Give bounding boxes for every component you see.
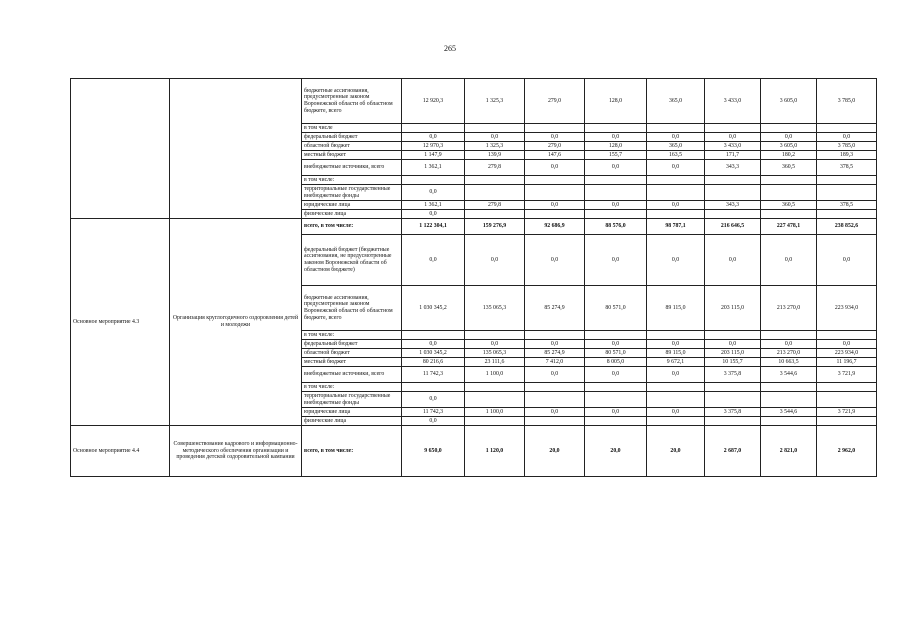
amount-cell: 0,0 bbox=[647, 133, 705, 142]
amount-cell: 343,3 bbox=[705, 160, 761, 176]
amount-cell: 135 065,3 bbox=[465, 349, 525, 358]
amount-cell: 12 920,3 bbox=[402, 79, 465, 124]
amount-cell: 0,0 bbox=[402, 392, 465, 408]
funding-source-label: физические лица bbox=[302, 210, 402, 219]
amount-cell: 3 785,0 bbox=[817, 79, 877, 124]
amount-cell bbox=[647, 185, 705, 201]
amount-cell bbox=[585, 176, 647, 185]
amount-cell: 2 687,0 bbox=[705, 426, 761, 477]
page-number: 265 bbox=[444, 44, 456, 53]
funding-source-label: бюджетные ассигнования, предусмотренные законом Воронежской области об областном бюджете, всего bbox=[302, 286, 402, 331]
amount-cell bbox=[761, 392, 817, 408]
amount-cell: 378,5 bbox=[817, 160, 877, 176]
amount-cell: 0,0 bbox=[585, 160, 647, 176]
funding-source-label: областной бюджет bbox=[302, 349, 402, 358]
amount-cell: 98 787,1 bbox=[647, 219, 705, 235]
amount-cell: 0,0 bbox=[585, 367, 647, 383]
amount-cell bbox=[705, 417, 761, 426]
amount-cell bbox=[525, 392, 585, 408]
amount-cell: 1 325,3 bbox=[465, 142, 525, 151]
amount-cell: 0,0 bbox=[465, 340, 525, 349]
amount-cell: 1 147,9 bbox=[402, 151, 465, 160]
funding-source-label: всего, в том числе: bbox=[302, 426, 402, 477]
table-row bbox=[71, 426, 877, 477]
amount-cell bbox=[761, 185, 817, 201]
amount-cell: 279,8 bbox=[465, 160, 525, 176]
amount-cell bbox=[705, 124, 761, 133]
amount-cell bbox=[647, 124, 705, 133]
amount-cell: 0,0 bbox=[585, 201, 647, 210]
funding-source-label: юридические лица bbox=[302, 201, 402, 210]
amount-cell: 360,5 bbox=[761, 201, 817, 210]
amount-cell bbox=[585, 383, 647, 392]
funding-source-label: федеральный бюджет bbox=[302, 340, 402, 349]
amount-cell: 139,9 bbox=[465, 151, 525, 160]
activity-code bbox=[71, 79, 170, 219]
amount-cell: 0,0 bbox=[705, 133, 761, 142]
amount-cell: 0,0 bbox=[761, 235, 817, 286]
amount-cell: 227 478,1 bbox=[761, 219, 817, 235]
amount-cell: 3 375,8 bbox=[705, 408, 761, 417]
amount-cell bbox=[402, 331, 465, 340]
amount-cell: 189,3 bbox=[817, 151, 877, 160]
amount-cell: 0,0 bbox=[465, 133, 525, 142]
amount-cell: 128,0 bbox=[585, 79, 647, 124]
amount-cell: 1 030 345,2 bbox=[402, 349, 465, 358]
funding-source-label: местный бюджет bbox=[302, 358, 402, 367]
amount-cell bbox=[705, 331, 761, 340]
amount-cell: 3 605,0 bbox=[761, 142, 817, 151]
amount-cell bbox=[465, 383, 525, 392]
amount-cell: 0,0 bbox=[465, 235, 525, 286]
amount-cell: 0,0 bbox=[647, 340, 705, 349]
amount-cell: 360,5 bbox=[761, 160, 817, 176]
amount-cell bbox=[705, 392, 761, 408]
amount-cell: 80 571,0 bbox=[585, 286, 647, 331]
funding-source-label: внебюджетные источники, всего bbox=[302, 160, 402, 176]
amount-cell: 80 216,6 bbox=[402, 358, 465, 367]
amount-cell: 0,0 bbox=[525, 201, 585, 210]
amount-cell: 0,0 bbox=[647, 408, 705, 417]
amount-cell bbox=[525, 185, 585, 201]
funding-source-label: областной бюджет bbox=[302, 142, 402, 151]
amount-cell: 0,0 bbox=[525, 133, 585, 142]
amount-cell: 0,0 bbox=[761, 340, 817, 349]
amount-cell: 92 686,9 bbox=[525, 219, 585, 235]
amount-cell: 8 005,0 bbox=[585, 358, 647, 367]
amount-cell: 203 115,0 bbox=[705, 286, 761, 331]
amount-cell bbox=[525, 176, 585, 185]
amount-cell bbox=[465, 176, 525, 185]
amount-cell bbox=[761, 331, 817, 340]
amount-cell bbox=[585, 417, 647, 426]
amount-cell: 223 934,0 bbox=[817, 286, 877, 331]
amount-cell: 20,0 bbox=[585, 426, 647, 477]
funding-source-label: юридические лица bbox=[302, 408, 402, 417]
amount-cell: 0,0 bbox=[402, 417, 465, 426]
activity-name: Организация круглогодичного оздоровления детей и молодежи bbox=[170, 219, 302, 426]
amount-cell: 0,0 bbox=[525, 235, 585, 286]
amount-cell: 3 721,9 bbox=[817, 408, 877, 417]
amount-cell: 365,0 bbox=[647, 142, 705, 151]
amount-cell: 7 412,0 bbox=[525, 358, 585, 367]
amount-cell: 3 544,6 bbox=[761, 367, 817, 383]
amount-cell bbox=[761, 383, 817, 392]
amount-cell bbox=[761, 210, 817, 219]
funding-source-label: внебюджетные источники, всего bbox=[302, 367, 402, 383]
amount-cell bbox=[761, 417, 817, 426]
amount-cell bbox=[525, 383, 585, 392]
amount-cell bbox=[525, 417, 585, 426]
amount-cell bbox=[465, 185, 525, 201]
activity-code: Основное мероприятие 4.4 bbox=[71, 426, 170, 477]
funding-source-label: всего, в том числе: bbox=[302, 219, 402, 235]
amount-cell: 0,0 bbox=[585, 408, 647, 417]
amount-cell: 89 115,0 bbox=[647, 286, 705, 331]
amount-cell: 279,0 bbox=[525, 79, 585, 124]
amount-cell: 0,0 bbox=[402, 340, 465, 349]
amount-cell: 0,0 bbox=[402, 185, 465, 201]
amount-cell: 1 100,0 bbox=[465, 367, 525, 383]
amount-cell: 147,6 bbox=[525, 151, 585, 160]
funding-source-label: местный бюджет bbox=[302, 151, 402, 160]
amount-cell: 0,0 bbox=[817, 133, 877, 142]
amount-cell: 238 852,6 bbox=[817, 219, 877, 235]
amount-cell: 279,8 bbox=[465, 201, 525, 210]
amount-cell bbox=[817, 383, 877, 392]
amount-cell: 0,0 bbox=[585, 235, 647, 286]
amount-cell: 0,0 bbox=[402, 210, 465, 219]
amount-cell bbox=[465, 124, 525, 133]
amount-cell: 2 821,0 bbox=[761, 426, 817, 477]
amount-cell: 11 742,3 bbox=[402, 408, 465, 417]
amount-cell: 88 576,0 bbox=[585, 219, 647, 235]
amount-cell: 1 030 345,2 bbox=[402, 286, 465, 331]
amount-cell bbox=[465, 210, 525, 219]
amount-cell bbox=[817, 124, 877, 133]
amount-cell: 1 325,3 bbox=[465, 79, 525, 124]
amount-cell: 10 155,7 bbox=[705, 358, 761, 367]
amount-cell: 0,0 bbox=[525, 340, 585, 349]
amount-cell: 0,0 bbox=[402, 133, 465, 142]
amount-cell: 180,2 bbox=[761, 151, 817, 160]
amount-cell: 85 274,9 bbox=[525, 349, 585, 358]
amount-cell bbox=[585, 185, 647, 201]
amount-cell bbox=[817, 210, 877, 219]
amount-cell: 3 785,0 bbox=[817, 142, 877, 151]
amount-cell: 12 970,3 bbox=[402, 142, 465, 151]
amount-cell bbox=[525, 210, 585, 219]
amount-cell: 171,7 bbox=[705, 151, 761, 160]
amount-cell: 9 650,0 bbox=[402, 426, 465, 477]
amount-cell bbox=[705, 176, 761, 185]
amount-cell: 0,0 bbox=[402, 235, 465, 286]
amount-cell: 159 276,9 bbox=[465, 219, 525, 235]
amount-cell bbox=[525, 124, 585, 133]
amount-cell: 0,0 bbox=[705, 340, 761, 349]
amount-cell bbox=[585, 392, 647, 408]
amount-cell: 365,0 bbox=[647, 79, 705, 124]
amount-cell bbox=[465, 331, 525, 340]
amount-cell: 0,0 bbox=[647, 160, 705, 176]
amount-cell: 0,0 bbox=[525, 160, 585, 176]
funding-source-label: в том числе bbox=[302, 124, 402, 133]
amount-cell bbox=[817, 176, 877, 185]
amount-cell: 80 571,0 bbox=[585, 349, 647, 358]
amount-cell: 3 721,9 bbox=[817, 367, 877, 383]
amount-cell: 216 646,5 bbox=[705, 219, 761, 235]
amount-cell: 3 544,6 bbox=[761, 408, 817, 417]
amount-cell: 0,0 bbox=[647, 235, 705, 286]
budget-table bbox=[70, 78, 877, 477]
amount-cell bbox=[465, 392, 525, 408]
amount-cell bbox=[817, 392, 877, 408]
amount-cell bbox=[585, 331, 647, 340]
funding-source-label: в том числе: bbox=[302, 176, 402, 185]
amount-cell: 0,0 bbox=[817, 340, 877, 349]
amount-cell: 1 120,0 bbox=[465, 426, 525, 477]
amount-cell bbox=[525, 331, 585, 340]
amount-cell bbox=[647, 331, 705, 340]
table-row bbox=[71, 79, 877, 124]
amount-cell: 1 362,1 bbox=[402, 160, 465, 176]
amount-cell: 9 672,1 bbox=[647, 358, 705, 367]
amount-cell: 10 663,5 bbox=[761, 358, 817, 367]
amount-cell bbox=[402, 383, 465, 392]
funding-source-label: в том числе: bbox=[302, 383, 402, 392]
amount-cell bbox=[817, 331, 877, 340]
funding-source-label: федеральный бюджет (бюджетные ассигнования, не предусмотренные законом Воронежской области об областном бюджете) bbox=[302, 235, 402, 286]
amount-cell bbox=[705, 210, 761, 219]
funding-source-label: территориальные государственные внебюджетные фонды bbox=[302, 185, 402, 201]
amount-cell: 279,0 bbox=[525, 142, 585, 151]
amount-cell: 11 742,3 bbox=[402, 367, 465, 383]
amount-cell: 213 270,0 bbox=[761, 286, 817, 331]
amount-cell: 0,0 bbox=[817, 235, 877, 286]
amount-cell: 11 196,7 bbox=[817, 358, 877, 367]
amount-cell bbox=[647, 210, 705, 219]
funding-source-label: физические лица bbox=[302, 417, 402, 426]
amount-cell: 223 934,0 bbox=[817, 349, 877, 358]
activity-code: Основное мероприятие 4.3 bbox=[71, 219, 170, 426]
funding-source-label: федеральный бюджет bbox=[302, 133, 402, 142]
funding-source-label: в том числе: bbox=[302, 331, 402, 340]
amount-cell bbox=[402, 124, 465, 133]
amount-cell bbox=[647, 383, 705, 392]
amount-cell: 0,0 bbox=[647, 201, 705, 210]
amount-cell bbox=[817, 417, 877, 426]
amount-cell: 23 111,6 bbox=[465, 358, 525, 367]
amount-cell: 3 433,0 bbox=[705, 142, 761, 151]
activity-name: Совершенствование кадрового и информационно-методического обеспечения организации и проведения детской оздоровительной кампании bbox=[170, 426, 302, 477]
amount-cell bbox=[705, 185, 761, 201]
amount-cell bbox=[761, 176, 817, 185]
amount-cell: 0,0 bbox=[525, 408, 585, 417]
funding-source-label: бюджетные ассигнования, предусмотренные законом Воронежской области об областном бюджете, всего bbox=[302, 79, 402, 124]
amount-cell: 135 065,3 bbox=[465, 286, 525, 331]
amount-cell bbox=[647, 392, 705, 408]
amount-cell bbox=[465, 417, 525, 426]
amount-cell: 3 433,0 bbox=[705, 79, 761, 124]
amount-cell: 1 100,0 bbox=[465, 408, 525, 417]
amount-cell: 1 362,1 bbox=[402, 201, 465, 210]
amount-cell: 20,0 bbox=[525, 426, 585, 477]
funding-source-label: территориальные государственные внебюджетные фонды bbox=[302, 392, 402, 408]
amount-cell: 213 270,0 bbox=[761, 349, 817, 358]
amount-cell: 3 375,8 bbox=[705, 367, 761, 383]
amount-cell: 20,0 bbox=[647, 426, 705, 477]
amount-cell: 85 274,9 bbox=[525, 286, 585, 331]
amount-cell: 155,7 bbox=[585, 151, 647, 160]
amount-cell bbox=[817, 185, 877, 201]
amount-cell: 0,0 bbox=[761, 133, 817, 142]
amount-cell bbox=[647, 417, 705, 426]
amount-cell: 128,0 bbox=[585, 142, 647, 151]
amount-cell: 203 115,0 bbox=[705, 349, 761, 358]
amount-cell: 0,0 bbox=[585, 340, 647, 349]
amount-cell: 2 962,0 bbox=[817, 426, 877, 477]
amount-cell: 0,0 bbox=[585, 133, 647, 142]
activity-name bbox=[170, 79, 302, 219]
amount-cell: 343,3 bbox=[705, 201, 761, 210]
amount-cell: 1 122 304,1 bbox=[402, 219, 465, 235]
amount-cell bbox=[402, 176, 465, 185]
amount-cell: 0,0 bbox=[525, 367, 585, 383]
amount-cell bbox=[585, 210, 647, 219]
amount-cell bbox=[761, 124, 817, 133]
amount-cell: 3 605,0 bbox=[761, 79, 817, 124]
amount-cell bbox=[647, 176, 705, 185]
amount-cell bbox=[705, 383, 761, 392]
amount-cell: 378,5 bbox=[817, 201, 877, 210]
amount-cell: 0,0 bbox=[647, 367, 705, 383]
amount-cell: 0,0 bbox=[705, 235, 761, 286]
amount-cell: 163,5 bbox=[647, 151, 705, 160]
table-row bbox=[71, 219, 877, 235]
amount-cell bbox=[585, 124, 647, 133]
amount-cell: 89 115,0 bbox=[647, 349, 705, 358]
